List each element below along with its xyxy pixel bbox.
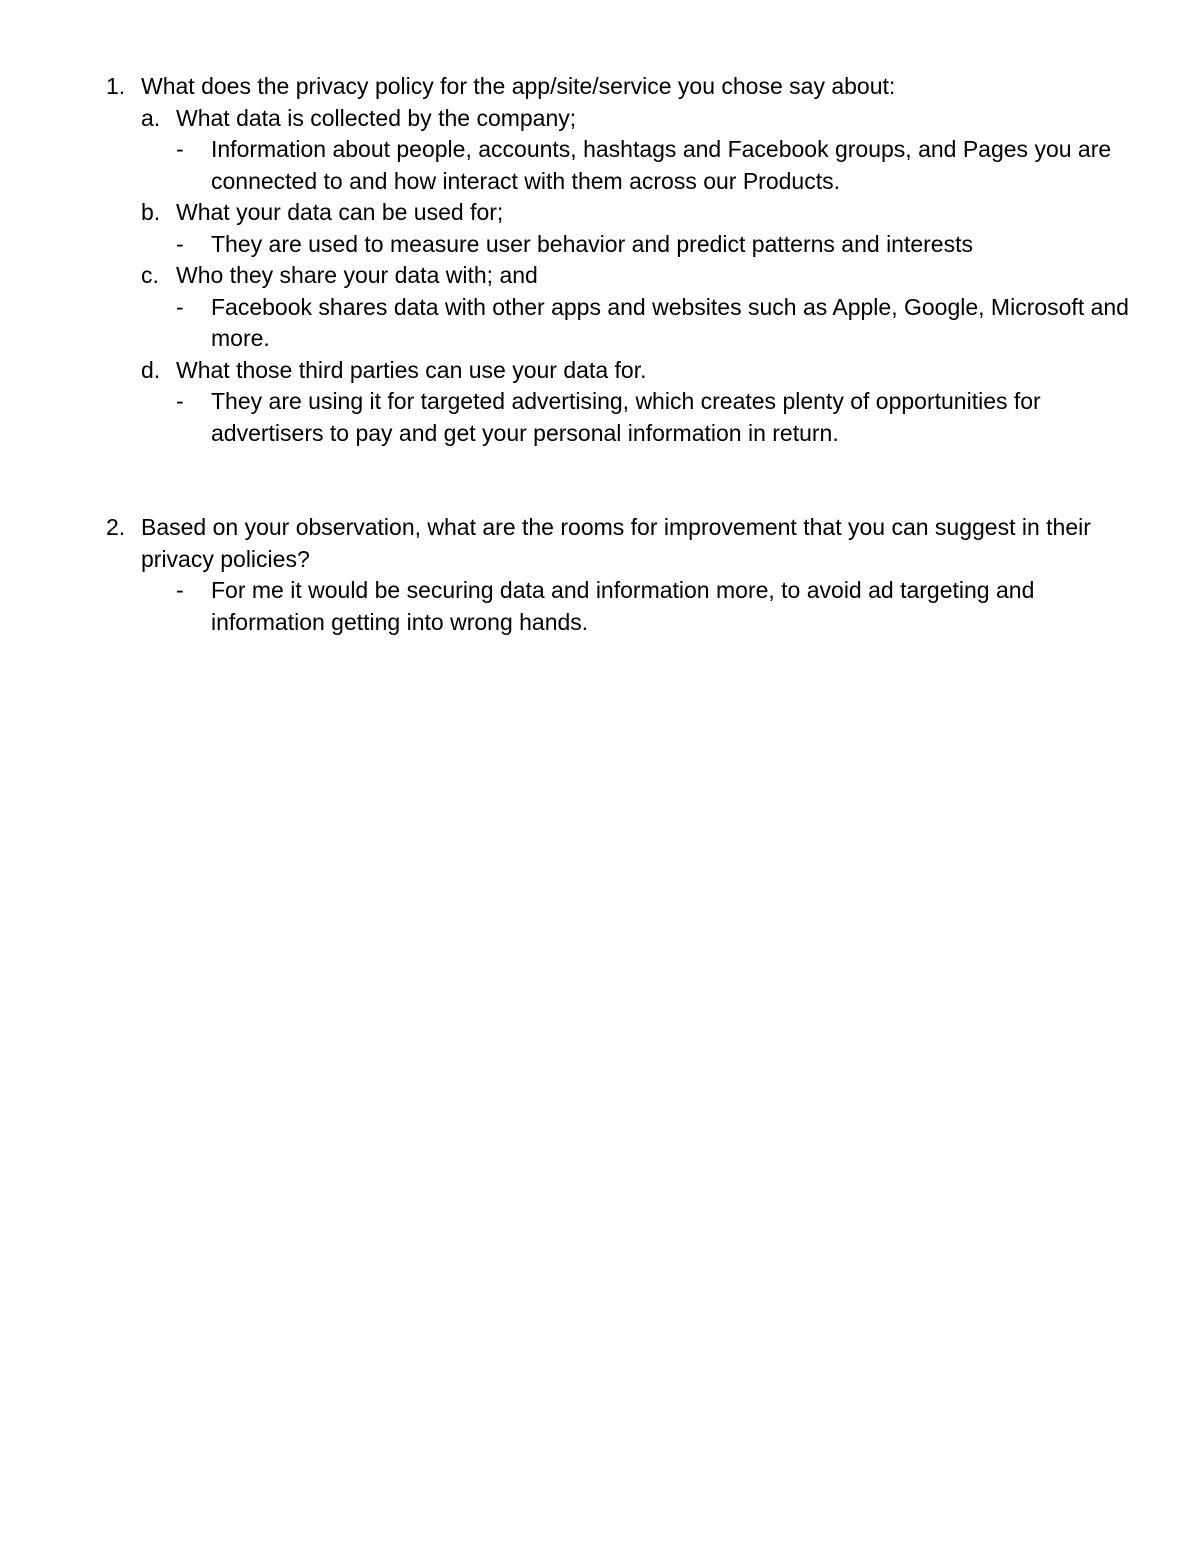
answer-text: They are using it for targeted advertising, which creates plenty of opportunities for advertisers to pay and get your personal information in return. (211, 388, 1041, 446)
subquestion-c (141, 260, 1146, 292)
question-2 (106, 512, 1146, 638)
answer-dash: - (176, 388, 184, 414)
question-2-prompt (106, 512, 1146, 575)
answer-dash: - (176, 293, 184, 320)
question-number: 1. (106, 73, 126, 99)
subquestion-a (141, 103, 1146, 135)
question-1 (106, 71, 1146, 449)
answer-text: They are used to measure user behavior and predict patterns and interests (211, 230, 973, 257)
question-text: What does the privacy policy for the app/site/service you chose say about: (141, 73, 896, 99)
answer-text: Information about people, accounts, hashtags and Facebook groups, and Pages you are connected to and how interact with them across our Products. (211, 136, 1112, 194)
answer-text: For me it would be securing data and information more, to avoid ad targeting and information getting into wrong hands. (211, 577, 1035, 635)
answer-c (176, 292, 1146, 355)
answer-a (176, 134, 1146, 197)
subquestion-letter: c. (141, 262, 159, 288)
subquestion-d (141, 355, 1146, 387)
answer-text: Facebook shares data with other apps and websites such as Apple, Google, Microsoft and more. (211, 293, 1129, 351)
answer-b (176, 229, 1146, 261)
subquestion-b (141, 197, 1146, 229)
question-1-prompt (106, 71, 1146, 103)
answer-2 (176, 575, 1146, 638)
question-text: Based on your observation, what are the rooms for improvement that you can suggest in their privacy policies? (141, 514, 1091, 572)
subquestion-text: What those third parties can use your data for. (176, 356, 647, 383)
subquestion-letter: b. (141, 199, 161, 225)
answer-dash: - (176, 230, 184, 257)
subquestion-text: Who they share your data with; and (176, 262, 538, 288)
answer-d (176, 386, 1146, 449)
subquestion-letter: a. (141, 104, 161, 131)
answer-dash: - (176, 136, 184, 162)
subquestion-letter: d. (141, 356, 161, 383)
question-number: 2. (106, 514, 126, 540)
answer-dash: - (176, 577, 184, 603)
subquestion-text: What your data can be used for; (176, 199, 504, 225)
subquestion-text: What data is collected by the company; (176, 104, 577, 131)
